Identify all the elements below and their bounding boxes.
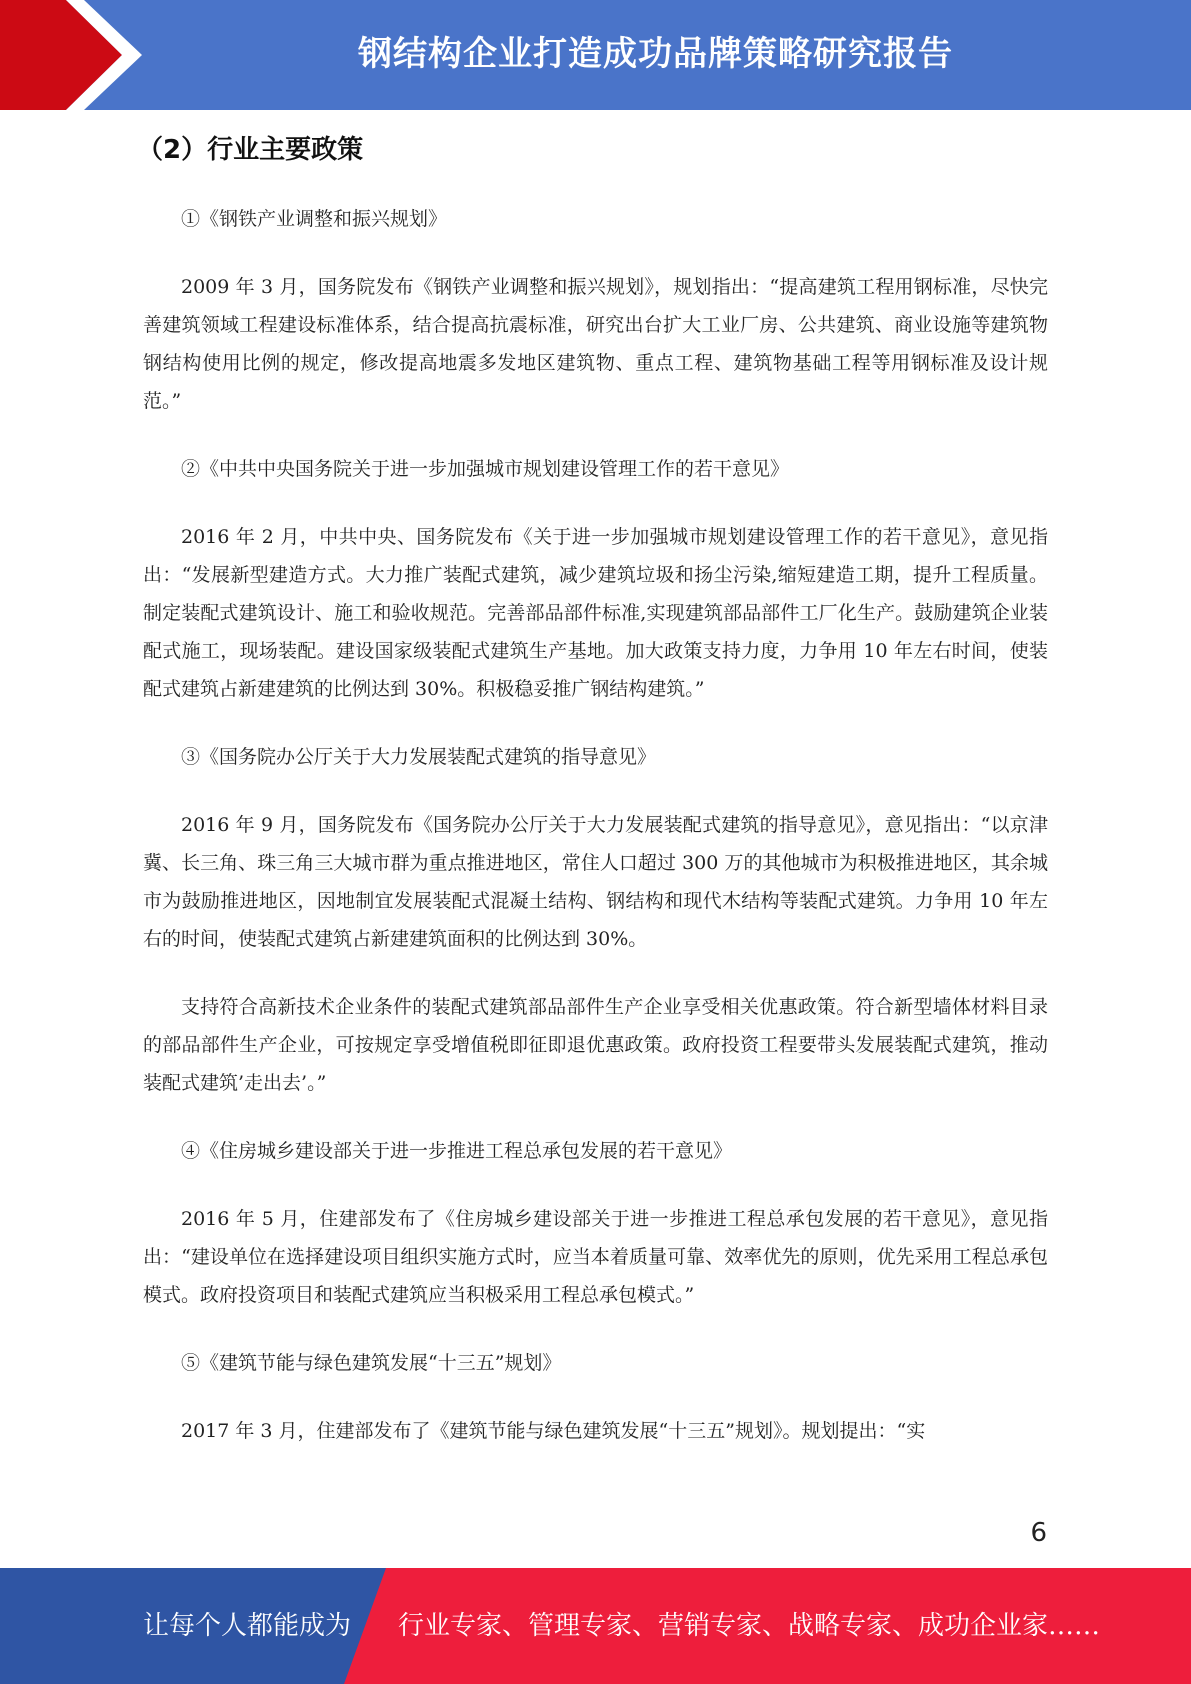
page-header	[0, 0, 1191, 110]
policy-paragraph-5: 2017 年 3 月，住建部发布了《建筑节能与绿色建筑发展“十三五”规划》。规划提出：“实	[181, 1420, 926, 1442]
header-title: 钢结构企业打造成功品牌策略研究报告	[358, 34, 953, 74]
policy-paragraph-1: 2009 年 3 月，国务院发布《钢铁产业调整和振兴规划》，规划指出：“提高建筑工程用钢标准，尽快完善建筑领域工程建设标准体系，结合提高抗震标准，研究出台扩大工业厂房、公共建筑、商业设施等建筑物钢结构使用比例的规定，修改提高地震多发地区建筑物、重点工程、建筑物基础工程等用钢标准及设计规范。”	[143, 276, 1048, 412]
section-title: （2）行业主要政策	[137, 135, 364, 165]
policy-heading-4: ④《住房城乡建设部关于进一步推进工程总承包发展的若干意见》	[181, 1140, 733, 1162]
policy-paragraph-4: 2016 年 5 月，住建部发布了《住房城乡建设部关于进一步推进工程总承包发展的若干意见》，意见指出：“建设单位在选择建设项目组织实施方式时，应当本着质量可靠、效率优先的原则，优先采用工程总承包模式。政府投资项目和装配式建筑应当积极采用工程总承包模式。”	[143, 1208, 1048, 1306]
page-number: 6	[1030, 1518, 1047, 1548]
policy-heading-5: ⑤《建筑节能与绿色建筑发展“十三五”规划》	[181, 1352, 562, 1374]
page-footer	[0, 1568, 1191, 1684]
policy-heading-2: ②《中共中央国务院关于进一步加强城市规划建设管理工作的若干意见》	[181, 458, 790, 480]
footer-slogan-left: 让每个人都能成为	[143, 1611, 352, 1641]
policy-heading-3: ③《国务院办公厅关于大力发展装配式建筑的指导意见》	[181, 746, 657, 768]
footer-slogan-right: 行业专家、管理专家、营销专家、战略专家、成功企业家……	[398, 1611, 1101, 1641]
policy-paragraph-3b: 支持符合高新技术企业条件的装配式建筑部品部件生产企业享受相关优惠政策。符合新型墙体材料目录的部品部件生产企业，可按规定享受增值税即征即退优惠政策。政府投资工程要带头发展装配式建筑，推动装配式建筑’走出去’。”	[143, 996, 1048, 1094]
policy-paragraph-3a: 2016 年 9 月，国务院发布《国务院办公厅关于大力发展装配式建筑的指导意见》，意见指出：“以京津冀、长三角、珠三角三大城市群为重点推进地区，常住人口超过 300 万的其他城市为积极推进地区，其余城市为鼓励推进地区，因地制宜发展装配式混凝土结构、钢结构和现代木结构等装配式建筑。力争用 10 年左右的时间，使装配式建筑占新建建筑面积的比例达到 30%。	[143, 814, 1048, 950]
policy-heading-1: ①《钢铁产业调整和振兴规划》	[181, 208, 448, 230]
header-arrow-graphic	[0, 0, 150, 110]
policy-paragraph-2: 2016 年 2 月，中共中央、国务院发布《关于进一步加强城市规划建设管理工作的若干意见》，意见指出：“发展新型建造方式。大力推广装配式建筑，减少建筑垃圾和扬尘污染,缩短建造工期，提升工程质量。制定装配式建筑设计、施工和验收规范。完善部品部件标准,实现建筑部品部件工厂化生产。鼓励建筑企业装配式施工，现场装配。建设国家级装配式建筑生产基地。加大政策支持力度，力争用 10 年左右时间，使装配式建筑占新建建筑的比例达到 30%。积极稳妥推广钢结构建筑。”	[143, 526, 1048, 700]
document-body	[137, 128, 1048, 1480]
